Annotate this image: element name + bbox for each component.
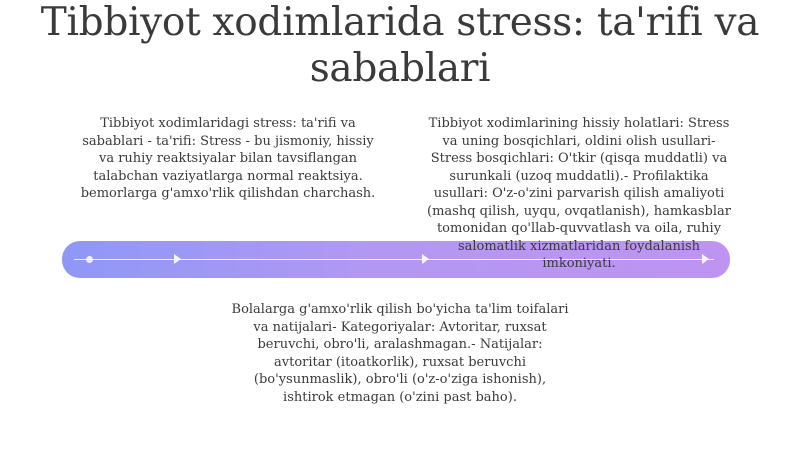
text-block-stress-definition: Tibbiyot xodimlaridagi stress: ta'rifi va sabablari - ta'rifi: Stress - bu jismoniy, hissiy va ruhiy reaktsiyalar bilan tavsiflangan talabchan vaziyatlarga normal reaktsiya. bemorlarga g'amxo'rlik qilishdan charchash. (80, 116, 376, 201)
arrow-right-icon (174, 254, 181, 264)
slide-title: Tibbiyot xodimlarida stress: ta'rifi va sabablari (40, 0, 760, 91)
text-block-emotional-states: Tibbiyot xodimlarining hissiy holatlari: Stress va uning bosqichlari, oldini olish usullari- Stress bosqichlari: O'tkir (qisqa muddatli) va surunkali (uzoq muddatli).- Profilaktika usullari: O'z-o'zini parvarish qilish amaliyoti (mashq qilish, uyqu, ovqatlanish), hamkasblar tomonidan qo'llab-quvvatlash va oila, ruhiy salomatlik xizmatlaridan foydalanish imkoniyati. (427, 116, 731, 271)
text-block-parenting-styles: Bolalarga g'amxo'rlik qilish bo'yicha ta'lim toifalari va natijalari- Kategoriyalar: Avtoritar, ruxsat beruvchi, obro'li, aralashmagan.- Natijalar: avtoritar (itoatkorlik), ruxsat beruvchi (bo'ysunmaslik), obro'li (o'z-o'ziga ishonish), ishtirok etmagan (o'zini past baho). (231, 302, 569, 405)
timeline-dot-icon (86, 256, 93, 263)
